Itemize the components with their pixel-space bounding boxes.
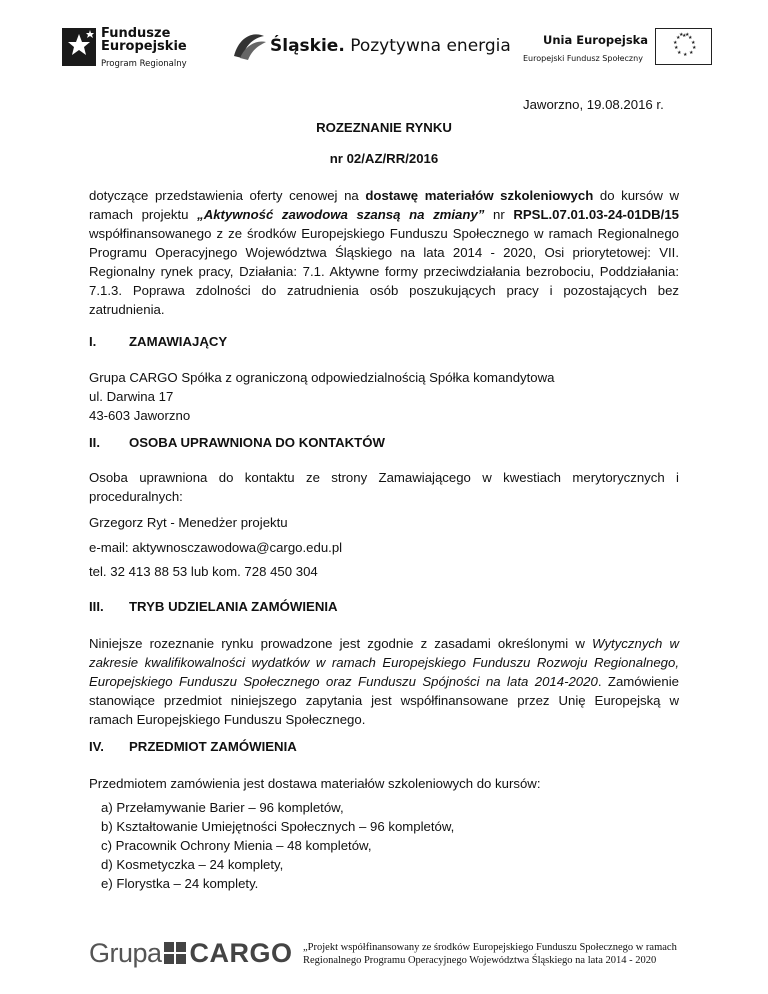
fe-star-icon [60, 24, 98, 70]
slaskie-swirl-icon [230, 30, 268, 62]
list-text: Kształtowanie Umiejętności Społecznych – 96 kompletów, [116, 819, 455, 834]
svg-text:★: ★ [679, 32, 684, 38]
ue-title: Unia Europejska [543, 33, 649, 47]
tryb-text-2: . Zamówienie stanowiące przedmiot niniejszego zapytania jest współfinansowane przez Unię Europejską w ramach Europejskiego Funduszu Społecznego. [89, 674, 679, 727]
svg-text:★: ★ [692, 45, 697, 51]
intro-paragraph [89, 186, 679, 319]
section-title: PRZEDMIOT ZAMÓWIENIA [129, 739, 297, 754]
intro-text-3: nr [484, 207, 514, 222]
section-number: IV. [89, 739, 104, 754]
project-name: „Aktywność zawodowa szansą na zmiany” [197, 207, 485, 222]
intro-bold-1: dostawę materiałów szkoleniowych [365, 188, 594, 203]
intro-text-1: dotyczące przedstawienia oferty cenowej na [89, 188, 366, 203]
svg-text:★: ★ [677, 50, 682, 56]
svg-text:★: ★ [685, 32, 690, 38]
wytyczne-title: Wytycznych w zakresie kwalifikowalności wydatków w ramach Europejskiego Funduszu Rozwoju Regionalnego, Europejskiego Funduszu Społecznego oraz Funduszu Spójności na lata 2014-2020 [89, 636, 679, 689]
cargo-squares-icon [164, 942, 187, 965]
slaskie-bold: Śląskie. [270, 36, 345, 56]
kontakt-intro: Osoba uprawniona do kontaktu ze strony Zamawiającego w kwestiach merytorycznych i proceduralnych: [89, 470, 679, 504]
section-number: II. [89, 435, 100, 450]
svg-text:★: ★ [673, 40, 678, 46]
list-item [101, 855, 454, 874]
list-letter: b) [101, 819, 113, 834]
section-number: III. [89, 599, 104, 614]
svg-text:★: ★ [676, 35, 681, 41]
fe-line-1: Fundusze [101, 26, 171, 41]
company-city: 43-603 Jaworzno [89, 408, 191, 423]
list-letter: a) [101, 800, 113, 815]
section-title: ZAMAWIAJĄCY [129, 334, 228, 349]
intro-text-2: do kursów w ramach projektu [89, 188, 680, 222]
svg-text:★: ★ [689, 50, 694, 56]
fe-line-3: Program Regionalny [101, 59, 187, 69]
date-line: Jaworzno, 19.08.2016 r. [523, 97, 664, 112]
company-street: ul. Darwina 17 [89, 389, 174, 404]
list-letter: c) [101, 838, 112, 853]
logo-grupa: Grupa [89, 938, 162, 968]
document-number: nr 02/AZ/RR/2016 [329, 151, 439, 166]
svg-text:★: ★ [674, 45, 679, 51]
section-number: I. [89, 334, 97, 349]
slaskie-rest: Pozytywna energia [344, 36, 511, 56]
list-text: Pracownik Ochrony Mienia – 48 kompletów, [115, 838, 372, 853]
eu-flag-icon [655, 28, 712, 65]
document-title: ROZEZNANIE RYNKU [316, 120, 452, 135]
list-item [101, 798, 454, 817]
list-text: Przełamywanie Barier – 96 kompletów, [116, 800, 344, 815]
przedmiot-list [101, 798, 454, 893]
list-text: Kosmetyczka – 24 komplety, [116, 857, 284, 872]
company-name: Grupa CARGO Spółka z ograniczoną odpowiedzialnością Spółka komandytowa [89, 370, 555, 385]
grupa-cargo-logo [89, 938, 293, 969]
svg-text:★: ★ [683, 52, 688, 58]
list-text: Florystka – 24 komplety. [116, 876, 259, 891]
fe-line-2: Europejskie [101, 39, 187, 54]
section-title: TRYB UDZIELANIA ZAMÓWIENIA [129, 599, 338, 614]
tryb-paragraph [89, 634, 679, 729]
ue-subtitle: Europejski Fundusz Społeczny [523, 54, 643, 63]
contact-email: e-mail: aktywnosczawodowa@cargo.edu.pl [89, 540, 343, 555]
svg-text:★: ★ [682, 33, 687, 39]
contact-person: Grzegorz Ryt - Menedżer projektu [89, 515, 288, 530]
przedmiot-intro: Przedmiotem zamówienia jest dostawa materiałów szkoleniowych do kursów: [89, 776, 541, 791]
zamawiajacy-block [89, 368, 554, 425]
list-item [101, 874, 454, 893]
footer-note: „Projekt współfinansowany ze środków Europejskiego Funduszu Społecznego w ramach Regionalnego Programu Operacyjnego Województwa Śląskiego na lata 2014 - 2020 [303, 942, 677, 966]
intro-text-4: współfinansowanego z ze środków Europejskiego Funduszu Społecznego w ramach Regionalnego Programu Operacyjnego Województwa Śląskiego na lata 2014 - 2020, Osi priorytetowej: VII. Regionalny rynek pracy, Działania: 7.1. Aktywne formy przeciwdziałania bezrobociu, Poddziałania: 7.1.3. Poprawa zdolności do zatrudnienia osób poszukujących pracy i pozostających bez zatrudnienia. [89, 226, 679, 317]
tryb-text-1: Niniejsze rozeznanie rynku prowadzone jest zgodnie z zasadami określonymi w [89, 636, 592, 651]
list-item [101, 836, 454, 855]
project-number: RPSL.07.01.03-24-01DB/15 [513, 207, 679, 222]
section-title: OSOBA UPRAWNIONA DO KONTAKTÓW [129, 435, 385, 450]
list-letter: e) [101, 876, 113, 891]
contact-phone: tel. 32 413 88 53 lub kom. 728 450 304 [89, 564, 318, 579]
svg-text:★: ★ [691, 40, 696, 46]
logo-cargo: CARGO [189, 938, 293, 968]
list-item [101, 817, 454, 836]
list-letter: d) [101, 857, 113, 872]
svg-text:★: ★ [688, 35, 693, 41]
